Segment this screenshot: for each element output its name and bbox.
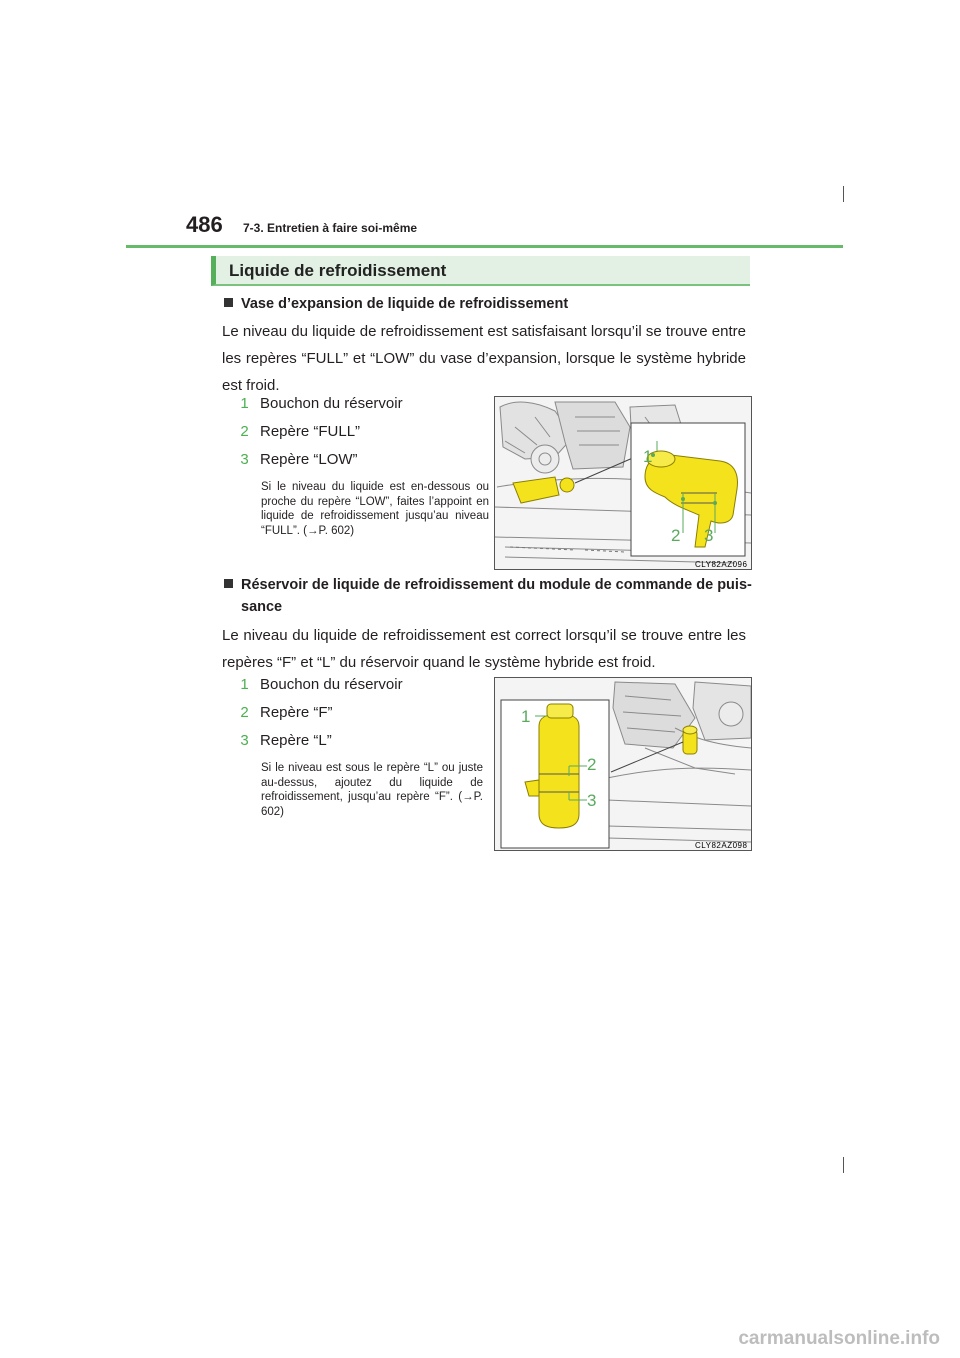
header-rule <box>126 245 843 248</box>
expansion-tank-note: Si le niveau du liquide est en-dessous ou proche du repère “LOW”, faites l’appoint en liquide de refroidissement jusqu’au niveau “FULL”. (→P. 602) <box>261 481 489 537</box>
figure-code: CLY82AZ096 <box>695 560 748 569</box>
section-header <box>211 256 750 286</box>
callout-2: 2 <box>671 526 681 545</box>
list-item-label: Repère “FULL” <box>260 423 361 440</box>
expansion-tank-figure <box>494 396 752 570</box>
list-item-label: Repère “L” <box>260 732 332 749</box>
list-item-label: Repère “F” <box>260 704 333 721</box>
square-bullet-icon <box>224 579 233 588</box>
list-item <box>237 704 333 721</box>
sub-heading-pcu-reservoir <box>224 577 754 593</box>
pcu-reservoir-note: Si le niveau est sous le repère “L” ou juste au-dessus, ajoutez du liquide de refroidissement, jusqu’au repère “F”. (→P. 602) <box>261 762 483 818</box>
number-badge: 3 <box>240 732 249 749</box>
callout-1: 1 <box>521 707 531 726</box>
section-title: Liquide de refroidissement <box>229 261 447 280</box>
pcu-reservoir-paragraph: Le niveau du liquide de refroidissement est correct lorsqu’il se trouve entre les repères “F” et “L” du réservoir quand le système hybride est froid. <box>222 627 746 671</box>
callout-2: 2 <box>587 755 597 774</box>
watermark: carmanualsonline.info <box>738 1328 940 1349</box>
chapter-label: 7-3. Entretien à faire soi-même <box>243 221 418 235</box>
list-item <box>237 676 403 693</box>
square-bullet-icon <box>224 298 233 307</box>
list-item <box>237 451 358 468</box>
sub-heading-continuation: sance <box>241 599 283 615</box>
list-item <box>237 423 360 440</box>
pcu-reservoir-figure <box>494 677 752 851</box>
sub-heading-text: Réservoir de liquide de refroidissement du module de commande de puis- <box>241 577 752 593</box>
number-badge: 2 <box>240 704 249 721</box>
page-number: 486 <box>186 212 223 237</box>
list-item-label: Bouchon du réservoir <box>260 395 403 412</box>
crop-mark-bottom <box>843 1157 844 1173</box>
sub-heading-expansion-tank <box>224 296 568 312</box>
list-item-label: Bouchon du réservoir <box>260 676 403 693</box>
expansion-tank-paragraph: Le niveau du liquide de refroidissement est satisfaisant lorsqu’il se trouve entre les repères “FULL” et “LOW” du vase d’expansion, lorsque le système hybride est froid. <box>222 323 746 394</box>
sub-heading-text: Vase d’expansion de liquide de refroidissement <box>241 296 569 312</box>
crop-mark-top <box>843 186 844 202</box>
figure-code: CLY82AZ098 <box>695 841 748 850</box>
number-badge: 1 <box>240 676 249 693</box>
list-item-label: Repère “LOW” <box>260 451 358 468</box>
engine-bay-illustration <box>495 678 752 851</box>
number-badge: 3 <box>240 451 249 468</box>
list-item <box>237 732 332 749</box>
number-badge: 2 <box>240 423 249 440</box>
callout-3: 3 <box>587 791 597 810</box>
number-badge: 1 <box>240 395 249 412</box>
list-item <box>237 395 403 412</box>
callout-3: 3 <box>704 526 714 545</box>
engine-bay-illustration <box>495 397 752 570</box>
callout-1: 1 <box>643 447 653 466</box>
